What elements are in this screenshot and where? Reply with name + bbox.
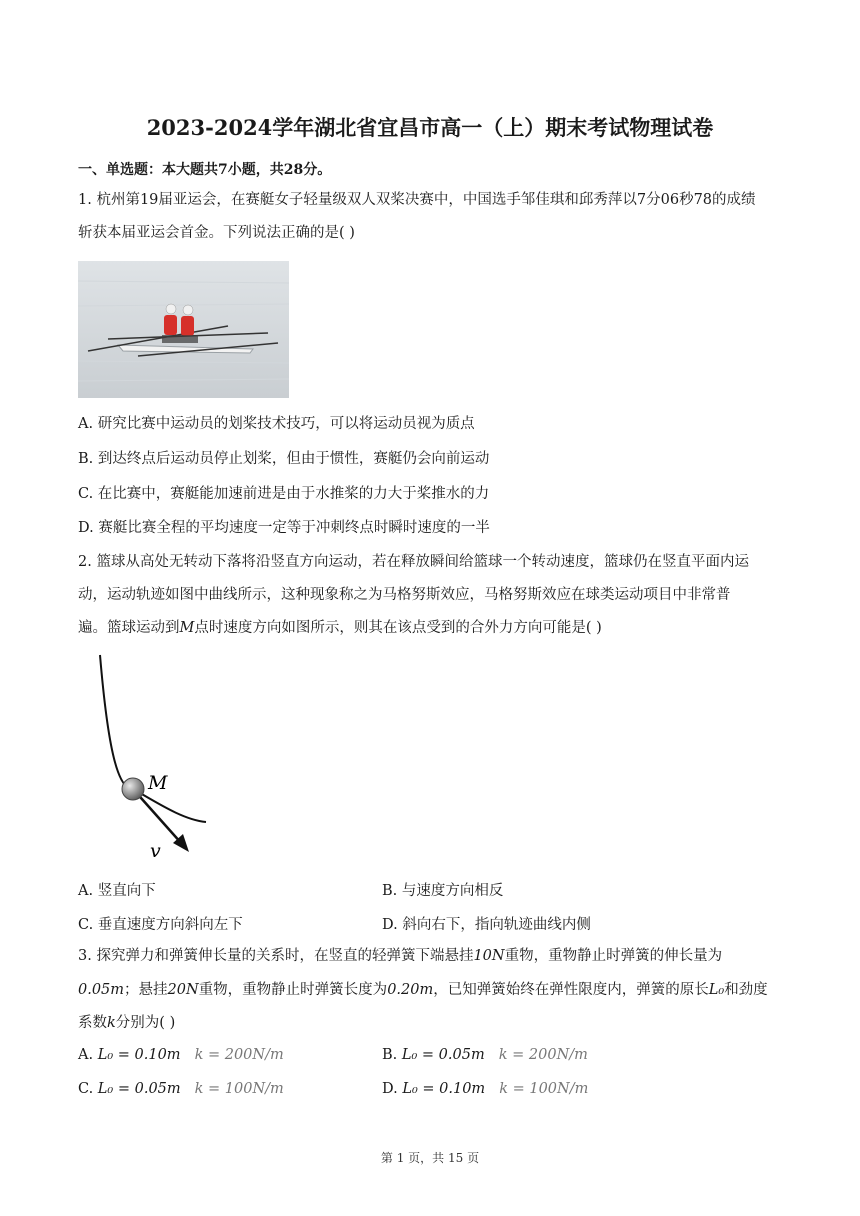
q3-option-a: A. L₀ = 0.10m k = 200N/m: [78, 1047, 284, 1063]
trajectory-curve: [100, 655, 206, 822]
q3-option-c: C. L₀ = 0.05m k = 100N/m: [78, 1081, 284, 1097]
rowing-photo: [78, 261, 289, 398]
point-label: M: [148, 772, 168, 794]
page-footer: 第 1 页，共 15 页: [380, 1151, 480, 1165]
q1-stem-line-1: 1. 杭州第19届亚运会，在赛艇女子轻量级双人双桨决赛中，中国选手邹佳琪和邱秀萍以7分06秒78的成绩: [78, 192, 756, 208]
q3-stem-line-3: 系数k分别为( ): [78, 1015, 176, 1031]
q2-option-b: B. 与速度方向相反: [382, 883, 504, 899]
q3-stem-line-2: 0.05m；悬挂20N重物，重物静止时弹簧长度为0.20m，已知弹簧始终在弹性限度内，弹簧的原长L₀和劲度: [78, 982, 768, 998]
q2-option-c: C. 垂直速度方向斜向左下: [78, 917, 243, 933]
q3-stem-line-1: 3. 探究弹力和弹簧伸长量的关系时，在竖直的轻弹簧下端悬挂10N重物，重物静止时弹簧的伸长量为: [78, 948, 723, 964]
velocity-label: v: [150, 840, 161, 862]
q2-stem-line-1: 2. 篮球从高处无转动下落将沿竖直方向运动，若在释放瞬间给篮球一个转动速度，篮球仍在竖直平面内运: [78, 554, 749, 570]
q2-stem-line-2: 动，运动轨迹如图中曲线所示，这种现象称之为马格努斯效应，马格努斯效应在球类运动项目中非常普: [78, 587, 731, 603]
section-heading: 一、单选题：本大题共7小题，共28分。: [78, 162, 332, 178]
q1-option-c: C. 在比赛中，赛艇能加速前进是由于水推桨的力大于桨推水的力: [78, 486, 490, 502]
page-title: 2023-2024学年湖北省宜昌市高一（上）期末考试物理试卷: [146, 115, 714, 140]
q2-stem-line-3: 遍。篮球运动到M点时速度方向如图所示，则其在该点受到的合外力方向可能是( ): [78, 620, 602, 636]
trajectory-figure: [78, 650, 228, 865]
basketball: [122, 778, 144, 800]
q3-option-d: D. L₀ = 0.10m k = 100N/m: [382, 1081, 589, 1097]
q2-option-a: A. 竖直向下: [78, 883, 156, 899]
q2-option-d: D. 斜向右下，指向轨迹曲线内侧: [382, 917, 591, 933]
q1-stem-line-2: 斩获本届亚运会首金。下列说法正确的是( ): [78, 225, 355, 241]
q1-option-a: A. 研究比赛中运动员的划桨技术技巧，可以将运动员视为质点: [78, 416, 475, 432]
q1-option-d: D. 赛艇比赛全程的平均速度一定等于冲刺终点时瞬时速度的一半: [78, 520, 490, 536]
q3-option-b: B. L₀ = 0.05m k = 200N/m: [382, 1047, 588, 1063]
q1-option-b: B. 到达终点后运动员停止划桨，但由于惯性，赛艇仍会向前运动: [78, 451, 490, 467]
